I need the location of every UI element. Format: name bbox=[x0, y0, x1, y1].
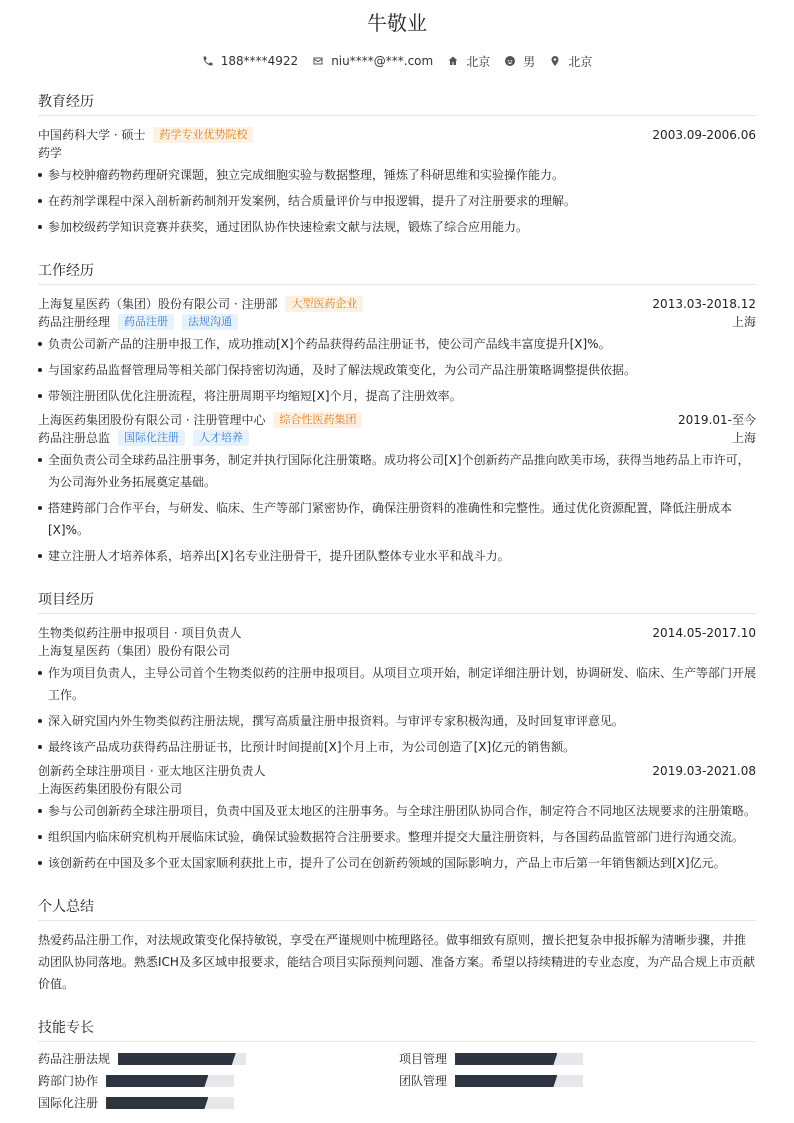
skill-bar-fill bbox=[106, 1075, 208, 1087]
skill-bar-fill bbox=[455, 1053, 557, 1065]
work-location: 上海 bbox=[731, 431, 756, 445]
section-title: 项目经历 bbox=[38, 589, 756, 614]
skill-bar bbox=[455, 1053, 583, 1065]
list-item: 建立注册人才培养体系，培养出[X]名专业注册骨干，提升团队整体专业水平和战斗力。 bbox=[38, 545, 756, 567]
section-title: 教育经历 bbox=[38, 91, 756, 116]
contact-location bbox=[549, 53, 592, 70]
list-item: 该创新药在中国及多个亚太国家顺利获批上市，提升了公司在创新药领域的国际影响力，产品上市后第一年销售额达到[X]亿元。 bbox=[38, 852, 756, 874]
home-icon bbox=[447, 55, 459, 67]
skill-name: 项目管理 bbox=[399, 1052, 448, 1066]
list-item: 带领注册团队优化注册流程，将注册周期平均缩短[X]个月，提高了注册效率。 bbox=[38, 385, 756, 407]
section-title: 个人总结 bbox=[38, 896, 756, 921]
contact-bar bbox=[38, 53, 756, 69]
list-item: 负责公司新产品的注册申报工作，成功推动[X]个药品获得药品注册证书，使公司产品线丰富度提升[X]%。 bbox=[38, 333, 756, 355]
email-text: niu****@***.com bbox=[331, 54, 434, 68]
company-name: 上海复星医药（集团）股份有限公司 · 注册部 bbox=[38, 297, 278, 311]
project-org: 上海医药集团股份有限公司 bbox=[38, 782, 183, 796]
project-name: 创新药全球注册项目 · 亚太地区注册负责人 bbox=[38, 764, 266, 778]
skill-bar-fill bbox=[455, 1075, 557, 1087]
skill-item bbox=[399, 1072, 756, 1090]
list-item: 深入研究国内外生物类似药注册法规，撰写高质量注册申报资料。与审评专家积极沟通，及时回复审评意见。 bbox=[38, 710, 756, 732]
education-entry bbox=[38, 126, 756, 238]
skill-name: 国际化注册 bbox=[38, 1096, 99, 1110]
project-section bbox=[38, 589, 756, 874]
list-item: 组织国内临床研究机构开展临床试验，确保试验数据符合注册要求。整理并提交大量注册资料，与各国药品监管部门进行沟通交流。 bbox=[38, 826, 756, 848]
skill-item bbox=[399, 1050, 756, 1068]
skill-name: 团队管理 bbox=[399, 1074, 448, 1088]
education-date: 2003.09-2006.06 bbox=[652, 128, 756, 142]
project-date: 2014.05-2017.10 bbox=[652, 626, 756, 640]
role-title: 药品注册总监 bbox=[38, 431, 111, 445]
list-item: 在药剂学课程中深入剖析新药制剂开发案例，结合质量评价与申报逻辑，提升了对注册要求的理解。 bbox=[38, 190, 756, 212]
list-item: 参与公司创新药全球注册项目，负责中国及亚太地区的注册事务。与全球注册团队协同合作，制定符合不同地区法规要求的注册策略。 bbox=[38, 800, 756, 822]
skill-item bbox=[38, 1072, 399, 1090]
contact-gender bbox=[504, 53, 535, 70]
skill-item bbox=[38, 1050, 399, 1068]
list-item: 全面负责公司全球药品注册事务，制定并执行国际化注册策略。成功将公司[X]个创新药产品推向欧美市场，获得当地药品上市许可，为公司海外业务拓展奠定基础。 bbox=[38, 449, 756, 493]
skill-name: 药品注册法规 bbox=[38, 1052, 111, 1066]
skill-bar bbox=[106, 1075, 234, 1087]
role-tag: 药品注册 bbox=[118, 314, 174, 330]
section-title: 技能专长 bbox=[38, 1017, 756, 1042]
list-item: 参加校级药学知识竞赛并获奖，通过团队协作快速检索文献与法规，锻炼了综合应用能力。 bbox=[38, 216, 756, 238]
project-date: 2019.03-2021.08 bbox=[652, 764, 756, 778]
project-entry bbox=[38, 624, 756, 758]
skill-item bbox=[38, 1094, 399, 1112]
project-entry bbox=[38, 762, 756, 874]
role-title: 药品注册经理 bbox=[38, 315, 111, 329]
role-tag: 人才培养 bbox=[193, 430, 249, 446]
work-location: 上海 bbox=[731, 315, 756, 329]
role-tag: 国际化注册 bbox=[118, 430, 185, 446]
list-item: 参与校肿瘤药物药理研究课题，独立完成细胞实验与数据整理，锤炼了科研思维和实验操作能力。 bbox=[38, 164, 756, 186]
work-date: 2019.01-至今 bbox=[678, 413, 756, 427]
company-name: 上海医药集团股份有限公司 · 注册管理中心 bbox=[38, 413, 266, 427]
work-date: 2013.03-2018.12 bbox=[652, 297, 756, 311]
contact-email bbox=[312, 54, 433, 68]
phone-text: 188****4922 bbox=[220, 54, 299, 68]
skill-bar bbox=[106, 1097, 234, 1109]
work-entry bbox=[38, 295, 756, 407]
phone-icon bbox=[202, 55, 214, 67]
skill-name: 跨部门协作 bbox=[38, 1074, 99, 1088]
gender-text: 男 bbox=[523, 54, 536, 69]
home-text: 北京 bbox=[466, 54, 491, 69]
work-entry bbox=[38, 411, 756, 567]
section-title: 工作经历 bbox=[38, 260, 756, 285]
education-section bbox=[38, 91, 756, 238]
list-item: 与国家药品监督管理局等相关部门保持密切沟通，及时了解法规政策变化，为公司产品注册策略调整提供依据。 bbox=[38, 359, 756, 381]
company-tag: 综合性医药集团 bbox=[273, 412, 362, 428]
gender-icon bbox=[504, 55, 516, 67]
mail-icon bbox=[312, 55, 324, 67]
skill-bar bbox=[455, 1075, 583, 1087]
contact-phone bbox=[202, 54, 298, 68]
list-item: 作为项目负责人，主导公司首个生物类似药的注册申报项目。从项目立项开始，制定详细注册计划，协调研发、临床、生产等部门开展工作。 bbox=[38, 662, 756, 706]
candidate-name: 牛敬业 bbox=[367, 11, 427, 35]
location-icon bbox=[549, 55, 561, 67]
summary-section bbox=[38, 896, 756, 995]
location-text: 北京 bbox=[568, 54, 593, 69]
list-item: 搭建跨部门合作平台，与研发、临床、生产等部门紧密协作，确保注册资料的准确性和完整性。通过优化资源配置，降低注册成本[X]%。 bbox=[38, 497, 756, 541]
skill-bar-fill bbox=[106, 1097, 208, 1109]
major: 药学 bbox=[38, 146, 63, 160]
project-name: 生物类似药注册申报项目 · 项目负责人 bbox=[38, 626, 242, 640]
school-tag: 药学专业优势院校 bbox=[153, 127, 253, 143]
list-item: 最终该产品成功获得药品注册证书，比预计时间提前[X]个月上市，为公司创造了[X]亿元的销售额。 bbox=[38, 736, 756, 758]
school-name: 中国药科大学 · 硕士 bbox=[38, 128, 146, 142]
role-tag: 法规沟通 bbox=[182, 314, 238, 330]
company-tag: 大型医药企业 bbox=[285, 296, 363, 312]
skills-section bbox=[38, 1017, 756, 1112]
contact-home bbox=[447, 53, 490, 70]
summary-text: 热爱药品注册工作，对法规政策变化保持敏锐，享受在严谨规则中梳理路径。做事细致有原则，擅长把复杂申报拆解为清晰步骤，并推动团队协同落地。熟悉ICH及多区域申报要求，能结合项目实际预判问题、准备方案。希望以持续精进的专业态度，为产品合规上市贡献价值。 bbox=[38, 933, 755, 991]
skill-bar bbox=[118, 1053, 246, 1065]
skills-grid bbox=[38, 1050, 756, 1112]
skill-bar-fill bbox=[118, 1053, 236, 1065]
work-section bbox=[38, 260, 756, 567]
project-org: 上海复星医药（集团）股份有限公司 bbox=[38, 644, 231, 658]
